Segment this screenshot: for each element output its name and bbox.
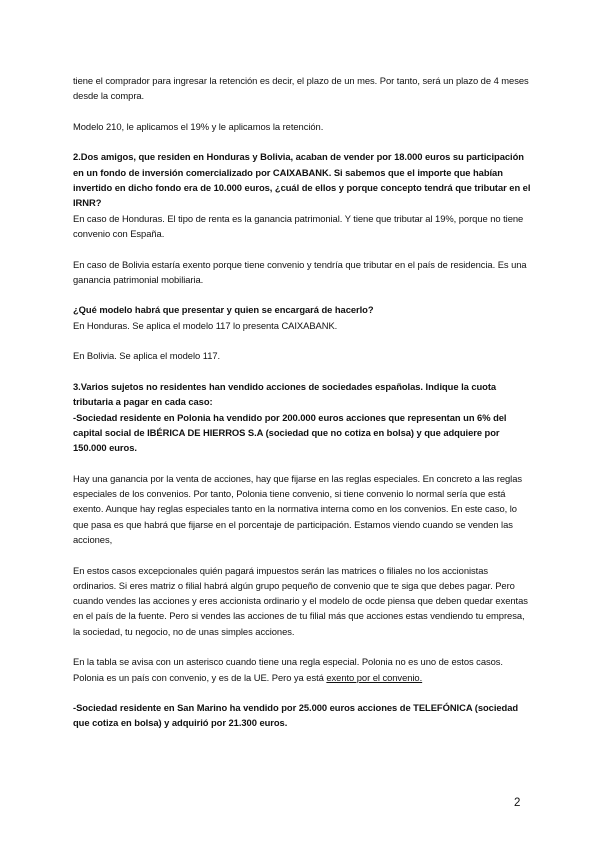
paragraph-model-210: Modelo 210, le aplicamos el 19% y le aplicamos la retención. xyxy=(73,120,324,132)
paragraph-retention-deadline: tiene el comprador para ingresar la retención es decir, el plazo de un mes. Por tanto, será un plazo de 4 meses desde la compra. xyxy=(73,75,529,102)
question-2-subquestion-block xyxy=(73,302,531,333)
question-3-block xyxy=(73,379,531,455)
question-3-case-san-marino: -Sociedad residente en San Marino ha vendido por 25.000 euros acciones de TELEFÓNICA (sociedad que cotiza en bolsa) y adquirió por 21.300 euros. xyxy=(73,702,519,729)
question-2-block xyxy=(73,149,531,241)
answer-poland-part-2: En estos casos excepcionales quién pagará impuestos serán las matrices o filiales no los accionistas ordinarios. Si eres matriz o filial habrá algún grupo pequeño de convenio que te siga que debes pagar. Pero cuando vendes las acciones y eres accionista ordinario y el modelo de ocde piensa que deben quedar exentas en el país de la fuente. Pero si vendes las acciones de tu filial más que acciones estas vendiendo tu empresa, la sociedad, tu negocio, no de unas simples acciones. xyxy=(73,564,528,637)
answer-bolivia: En caso de Bolivia estaría exento porque tiene convenio y tendría que tributar en el país de residencia. Es una ganancia patrimonial mobiliaria. xyxy=(73,258,527,285)
subanswer-bolivia: En Bolivia. Se aplica el modelo 117. xyxy=(73,350,221,362)
answer-poland-part-3-text: En la tabla se avisa con un asterisco cuando tiene una regla especial. Polonia no es uno de estos casos. Polonia es un país con convenio, y es de la UE. Pero ya está xyxy=(73,656,503,683)
answer-poland-part-1: Hay una ganancia por la venta de acciones, hay que fijarse en las reglas especiales. En concreto a las reglas especiales de los convenios. Por tanto, Polonia tiene convenio, si tiene convenio lo normal sería que está exento. Aunque hay reglas especiales tanto en la normativa interna como en los convenios. En este caso, lo que pasa es que habrá que fijarse en el porcentaje de participación. Estamos viendo cuando se venden las acciones, xyxy=(73,472,522,545)
question-2-heading: 2.Dos amigos, que residen en Honduras y Bolivia, acaban de vender por 18.000 euros su participación en un fondo de inversión comercializado por CAIXABANK. Si sabemos que el importe que habían invertido en dicho fondo era de 10.000 euros, ¿cuál de ellos y porque concepto tendrá que tributar en el IRNR? xyxy=(73,151,531,209)
page-number: 2 xyxy=(514,797,521,809)
answer-poland-part-3 xyxy=(73,654,531,685)
question-2-subheading: ¿Qué modelo habrá que presentar y quien se encargará de hacerlo? xyxy=(73,304,374,316)
answer-honduras: En caso de Honduras. El tipo de renta es la ganancia patrimonial. Y tiene que tributar al 19%, porque no tiene convenio con España. xyxy=(73,212,524,239)
underlined-exemption-note: exento por el convenio. xyxy=(326,671,423,683)
subanswer-honduras: En Honduras. Se aplica el modelo 117 lo presenta CAIXABANK. xyxy=(73,319,338,331)
question-3-case-poland: -Sociedad residente en Polonia ha vendido por 200.000 euros acciones que representan un 6% del capital social de IBÉRICA DE HIERROS S.A (sociedad que no cotiza en bolsa) y que adquiere por 150.000 euros. xyxy=(73,411,507,454)
question-3-heading: 3.Varios sujetos no residentes han vendido acciones de sociedades españolas. Indique la cuota tributaria a pagar en cada caso: xyxy=(73,380,497,408)
document-content xyxy=(73,73,531,746)
